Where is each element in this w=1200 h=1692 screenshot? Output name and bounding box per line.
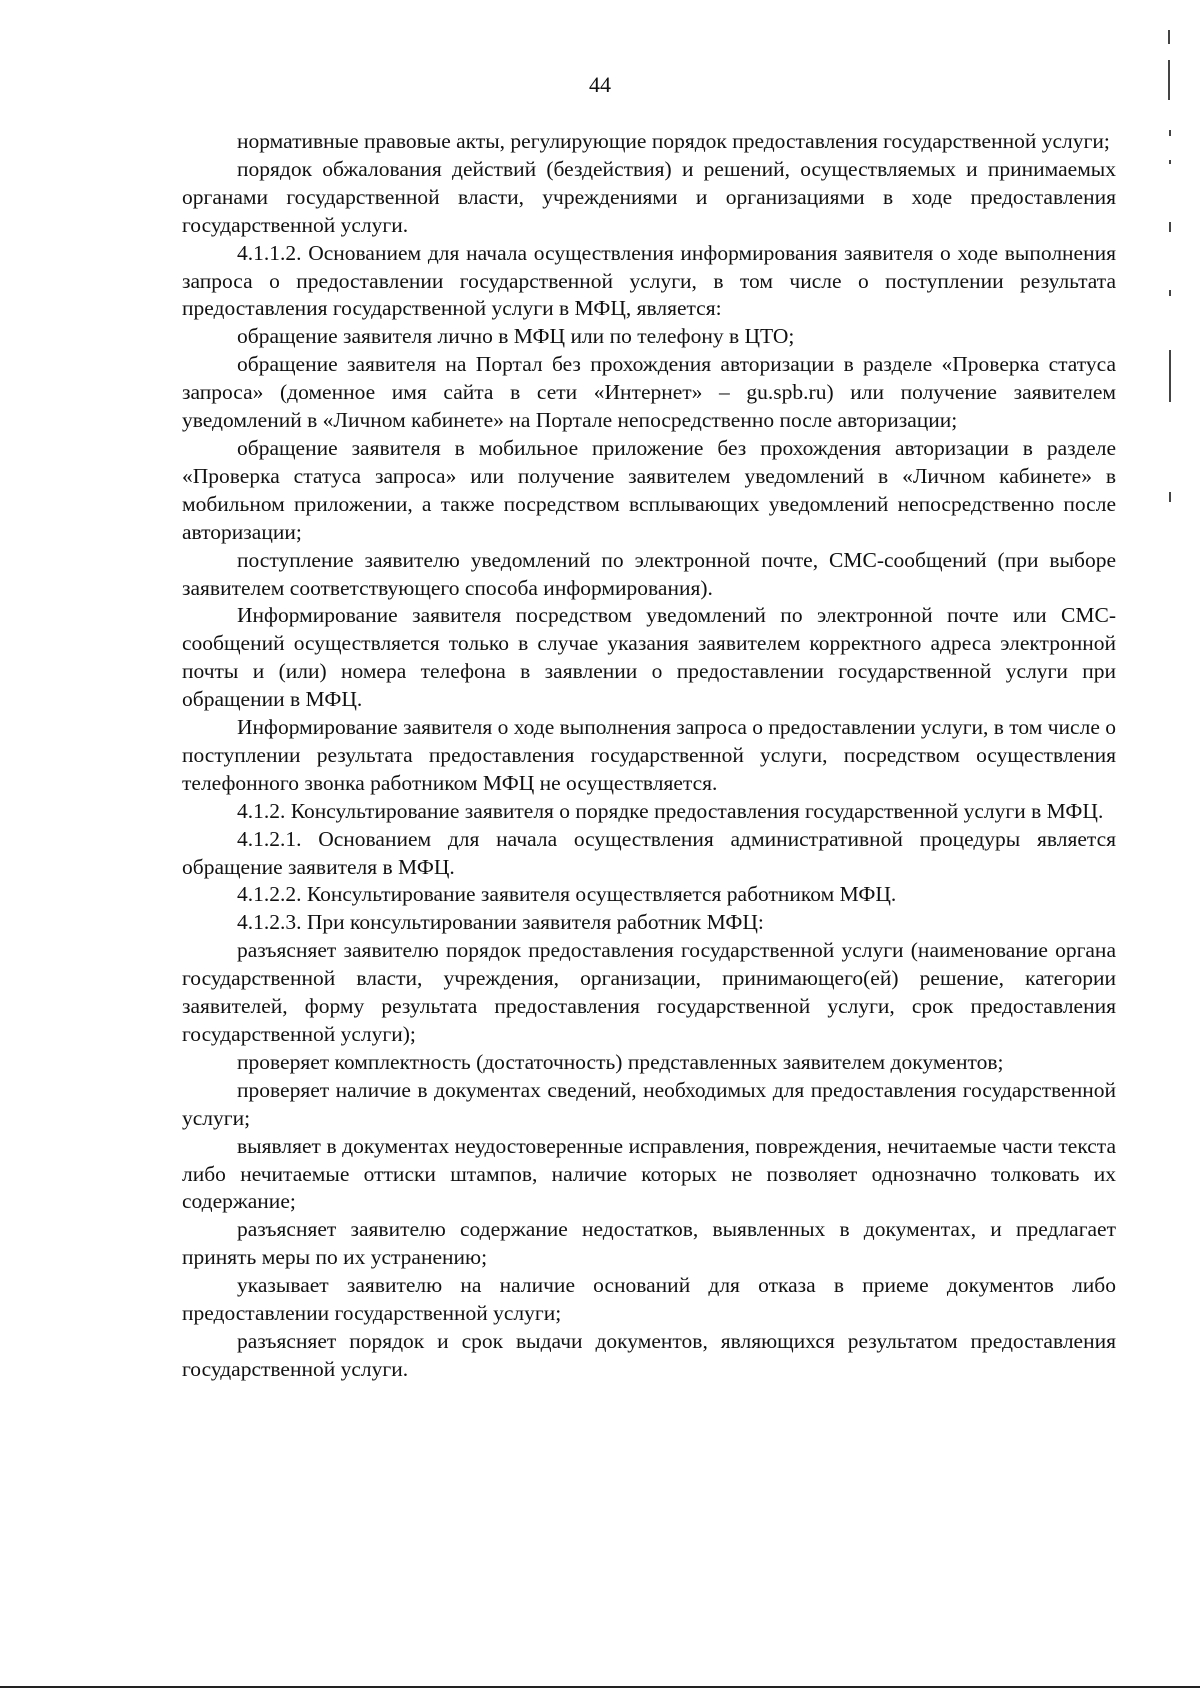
paragraph: разъясняет заявителю содержание недостатков, выявленных в документах, и предлагает принять меры по их устранению; [182,1217,1116,1270]
scan-artifact [1169,160,1171,164]
paragraph: порядок обжалования действий (бездействия) и решений, осуществляемых и принимаемых органами государственной власти, учреждениями и организациями в ходе предоставления государственной услуги. [182,156,1116,237]
paragraph: 4.1.2.1. Основанием для начала осуществления административной процедуры является обращение заявителя в МФЦ. [182,826,1116,879]
document-body [182,128,1116,1384]
paragraph: проверяет наличие в документах сведений, необходимых для предоставления государственной услуги; [182,1077,1116,1130]
scan-artifact [1169,222,1171,232]
paragraph: разъясняет заявителю порядок предоставления государственной услуги (наименование органа государственной власти, учреждения, организации, принимающего(ей) решение, категории заявителей, форму результата предоставления государственной услуги, срок предоставления государственной услуги); [182,938,1116,1046]
paragraph: 4.1.2.3. При консультировании заявителя работник МФЦ: [237,910,764,935]
paragraph: указывает заявителю на наличие оснований для отказа в приеме документов либо предоставлении государственной услуги; [182,1273,1116,1326]
paragraph: Информирование заявителя посредством уведомлений по электронной почте или СМС-сообщений осуществляется только в случае указания заявителем корректного адреса электронной почты и (или) номера телефона в заявлении о предоставлении государственной услуги при обращении в МФЦ. [182,603,1116,712]
paragraph: поступление заявителю уведомлений по электронной почте, СМС-сообщений (при выборе заявителем соответствующего способа информирования). [182,547,1116,600]
paragraph: обращение заявителя лично в МФЦ или по телефону в ЦТО; [237,324,795,349]
paragraph: Информирование заявителя о ходе выполнения запроса о предоставлении услуги, в том числе о поступлении результата предоставления государственной услуги, посредством осуществления телефонного звонка работником МФЦ не осуществляется. [182,715,1116,795]
scan-bottom-edge [0,1686,1200,1688]
scan-artifact [1169,492,1171,502]
scan-artifact [1169,130,1171,136]
paragraph: 4.1.2. Консультирование заявителя о порядке предоставления государственной услуги в МФЦ. [237,798,1104,823]
paragraph: обращение заявителя на Портал без прохождения авторизации в разделе «Проверка статуса запроса» (доменное имя сайта в сети «Интернет» – gu.spb.ru) или получение заявителем уведомлений в «Личном кабинете» на Портале непосредственно после авторизации; [182,352,1116,433]
paragraph: обращение заявителя в мобильное приложение без прохождения авторизации в разделе «Проверка статуса запроса» или получение заявителем уведомлений в «Личном кабинете» в мобильном приложении, а также посредством всплывающих уведомлений непосредственно после авторизации; [182,435,1116,544]
page-number: 44 [589,72,611,97]
paragraph: нормативные правовые акты, регулирующие порядок предоставления государственной услуги; [237,129,1110,153]
paragraph: проверяет комплектность (достаточность) представленных заявителем документов; [237,1049,1004,1074]
paragraph: 4.1.1.2. Основанием для начала осуществления информирования заявителя о ходе выполнения запроса о предоставлении государственной услуги, в том числе о поступлении результата предоставления государственной услуги в МФЦ, является: [182,240,1116,321]
paragraph: разъясняет порядок и срок выдачи документов, являющихся результатом предоставления государственной услуги. [182,1328,1116,1381]
scan-artifact [1168,60,1170,100]
scan-artifact [1169,290,1171,296]
scan-artifact [1169,350,1171,402]
paragraph: выявляет в документах неудостоверенные исправления, повреждения, нечитаемые части текста либо нечитаемые оттиски штампов, наличие которых не позволяет однозначно толковать их содержание; [182,1133,1116,1214]
paragraph: 4.1.2.2. Консультирование заявителя осуществляется работником МФЦ. [237,882,897,907]
scan-artifact [1168,30,1170,44]
